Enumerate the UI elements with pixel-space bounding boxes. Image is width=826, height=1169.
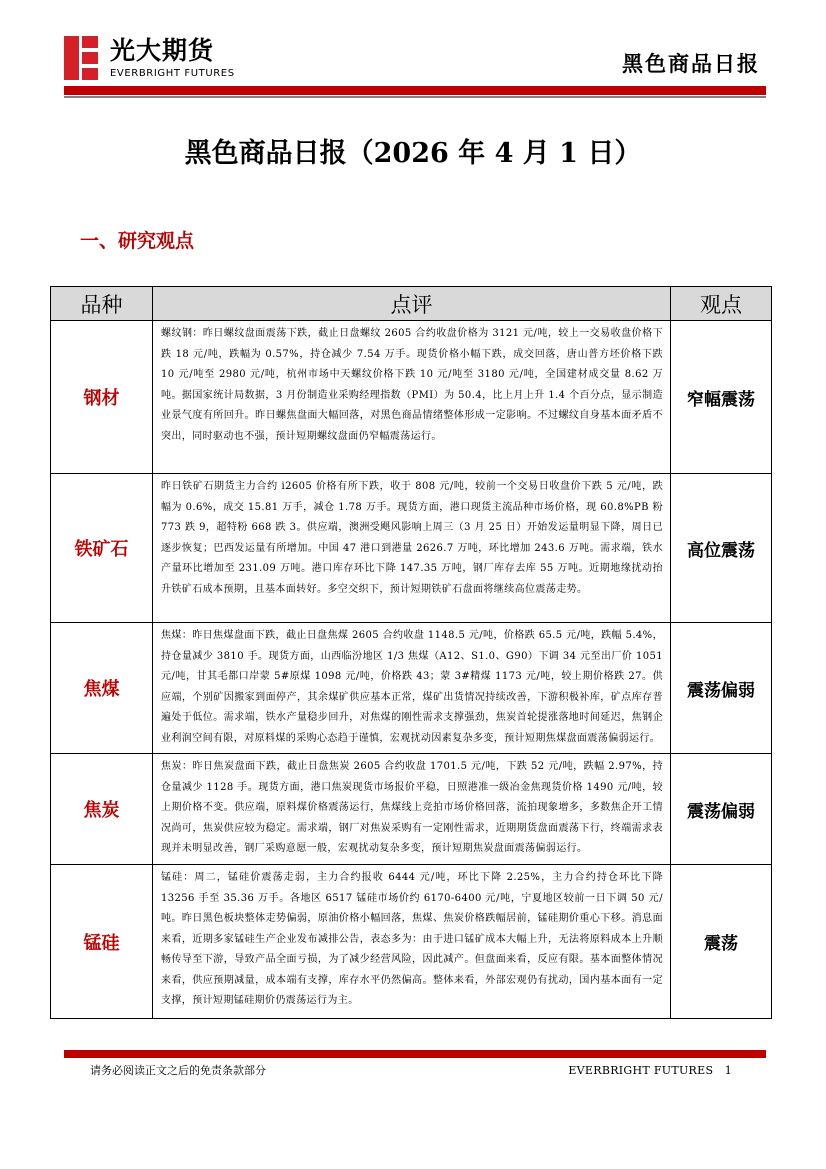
footer-disclaimer: 请务必阅读正文之后的免责条款部分 [90,1064,266,1077]
row-comment: 锰硅：周二，锰硅价震荡走弱，主力合约报收 6444 元/吨，环比下降 2.25%，主力合约持仓环比下降 13256 手至 35.36 万手。各地区 6517 锰硅市场价约 6170-6400 元/吨，宁夏地区较前一日下调 50 元/吨。昨日黑色板块整体走势偏弱，原油价格小幅回落，焦煤、焦炭价格跌幅居前，锰硅期价重心下移。消息面来看，近期多家锰硅生产企业发布减排公告，表态多为：由于进口锰矿成本大幅上升，无法将原料成本上升顺畅传导至下游，导致产品全面亏损，为了减少经营风险，因此减产。但盘面来看，反应有限。基本面整体情况来看，供应预期减量，成本端有支撑，库存水平仍然偏高。整体来看，外部宏观仍有扰动，国内基本面有一定支撑，预计短期锰硅期价仍震荡运行为主。 [153,865,671,1019]
research-table [50,286,772,1019]
footer-company: EVERBRIGHT FUTURES [568,1064,714,1077]
logo-chinese-text: 光大期货 [110,36,215,65]
footer-company-page [568,1063,732,1079]
header-report-name: 黑色商品日报 [622,52,760,76]
row-comment: 螺纹钢：昨日螺纹盘面震荡下跌，截止日盘螺纹 2605 合约收盘价格为 3121 元/吨，较上一交易收盘价格下跌 18 元/吨，跌幅为 0.57%，持仓减少 7.54 万手。现货价格小幅下跌，成交回落，唐山普方坯价格下跌 10 元/吨至 2980 元/吨，杭州市场中天螺纹价格下跌 10 元/吨至 3180 元/吨，全国建材成交量 8.62 万吨。据国家统计局数据，3 月份制造业采购经理指数（PMI）为 50.4，比上月上升 1.4 个百分点，显示制造业景气度有所回升。昨日螺焦盘面大幅回落，对黑色商品情绪整体形成一定影响。不过螺纹自身基本面矛盾不突出，同时驱动也不强，预计短期螺纹盘面仍窄幅震荡运行。 [153,321,671,474]
table-row [51,865,772,1019]
header-category: 品种 [51,287,153,321]
page-title: 黑色商品日报（2026 年 4 月 1 日） [184,138,642,169]
row-view: 震荡偏弱 [671,754,772,865]
table-row [51,474,772,623]
row-category: 铁矿石 [51,474,153,623]
header-comment: 点评 [153,287,671,321]
row-view: 高位震荡 [671,474,772,623]
page-number: 1 [724,1064,732,1077]
row-category: 焦煤 [51,623,153,754]
header-view: 观点 [671,287,772,321]
logo-mark-icon [64,36,98,80]
table-row [51,623,772,754]
table-header-row [51,287,772,321]
row-comment: 焦煤：昨日焦煤盘面下跌，截止日盘焦煤 2605 合约收盘 1148.5 元/吨，价格跌 65.5 元/吨，跌幅 5.4%，持仓量减少 3810 手。现货方面，山西临汾地区 1/3 焦煤（A12、S1.0、G90）下调 34 元至出厂价 1051 元/吨，甘其毛都口岸蒙 5#原煤 1098 元/吨，价格跌 43；蒙 3#精煤 1173 元/吨，较上期价格跌 27。供应端，个别矿因搬家到面停产，其余煤矿供应基本正常，煤矿出货情况持续改善，下游积极补库，矿点库存普遍处于低位。需求端，铁水产量稳步回升，对焦煤的刚性需求支撑强劲，焦炭首轮提涨落地时间延迟，焦钢企业利润空间有限，对原料煤的采购心态趋于谨慎，宏观扰动因素复杂多变，预计短期焦煤盘面震荡偏弱运行。 [153,623,671,754]
table-row [51,321,772,474]
company-logo [64,36,264,84]
row-comment: 昨日铁矿石期货主力合约 i2605 价格有所下跌，收于 808 元/吨，较前一个交易日收盘价下跌 5 元/吨，跌幅为 0.6%，成交 15.81 万手，减仓 1.78 万手。现货方面，港口现货主流品种市场价格，现 60.8%PB 粉 773 跌 9，超特粉 668 跌 3。供应端，澳洲受飓风影响上周三（3 月 25 日）开始发运量明显下降，周日已逐步恢复；巴西发运量有所增加。中国 47 港口到港量 2626.7 万吨，环比增加 243.6 万吨。需求端，铁水产量环比增加至 231.09 万吨。港口库存环比下降 147.35 万吨，钢厂库存去库 55 万吨。近期地缘扰动抬升铁矿石成本预期，且基本面转好。多空交织下，预计短期铁矿石盘面将继续高位震荡走势。 [153,474,671,623]
header-rule [64,86,766,98]
row-category: 锰硅 [51,865,153,1019]
row-category: 焦炭 [51,754,153,865]
row-category: 钢材 [51,321,153,474]
section-heading: 一、研究观点 [80,230,195,252]
row-view: 震荡 [671,865,772,1019]
logo-english-text: EVERBRIGHT FUTURES [110,68,235,79]
footer-rule [64,1050,766,1058]
row-view: 窄幅震荡 [671,321,772,474]
row-comment: 焦炭：昨日焦炭盘面下跌，截止日盘焦炭 2605 合约收盘 1701.5 元/吨，下跌 52 元/吨，跌幅 2.97%，持仓量减少 1128 手。现货方面，港口焦炭现货市场报价平稳，日照港准一级冶金焦现货价格 1490 元/吨，较上期价格不变。供应端，原料煤价格震荡运行，焦煤线上竞拍市场价格回落，流拍现象增多，多数焦企开工情况尚可，焦炭供应较为稳定。需求端，钢厂对焦炭采购有一定刚性需求，近期期货盘面震荡下行，终端需求表现并未明显改善，钢厂采购意愿一般，宏观扰动复杂多变，预计短期焦炭盘面震荡偏弱运行。 [153,754,671,865]
row-view: 震荡偏弱 [671,623,772,754]
table-row [51,754,772,865]
